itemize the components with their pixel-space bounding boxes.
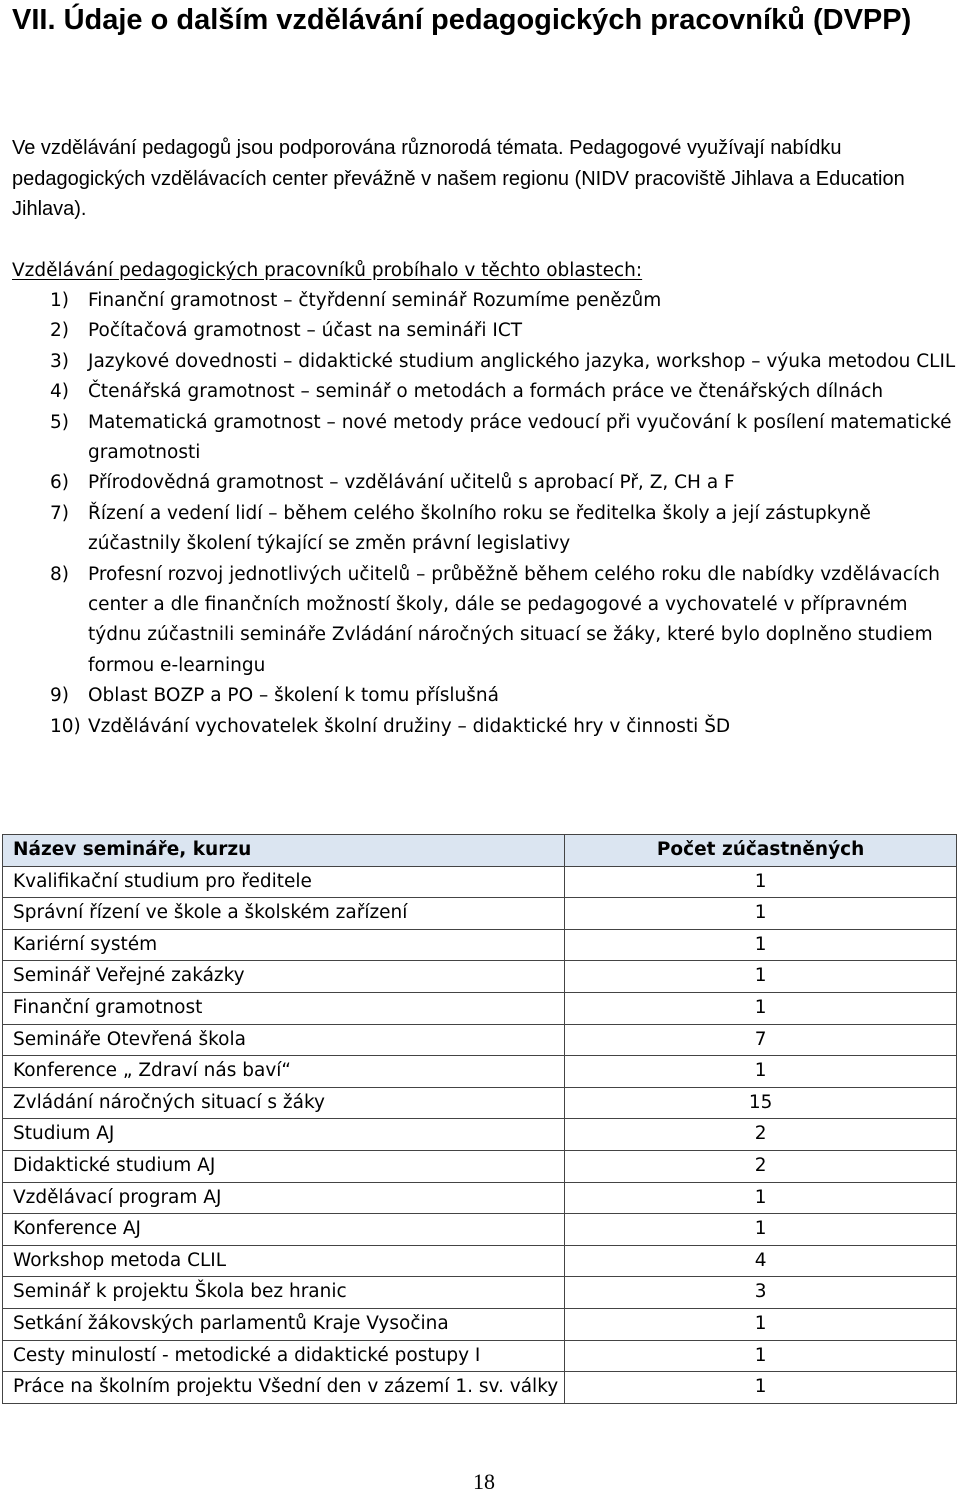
seminars-table — [2, 834, 957, 1404]
list-item-text: Jazykové dovednosti – didaktické studium anglického jazyka, workshop – výuka metodou CLIL — [88, 350, 956, 372]
list-item-text: Oblast BOZP a PO – školení k tomu příslušná — [88, 685, 499, 707]
participant-count: 1 — [565, 961, 957, 993]
seminar-name: Zvládání náročných situací s žáky — [3, 1087, 565, 1119]
table-row — [3, 1056, 957, 1088]
list-item — [12, 408, 957, 469]
column-header-name: Název semináře, kurzu — [3, 835, 565, 867]
table-row — [3, 1245, 957, 1277]
list-item-number: 1) — [50, 290, 69, 311]
list-item — [12, 560, 957, 682]
list-item-number: 5) — [50, 411, 69, 433]
list-item-text: Přírodovědná gramotnost – vzdělávání učitelů s aprobací Př, Z, CH a F — [88, 472, 735, 494]
seminar-name: Seminář k projektu Škola bez hranic — [3, 1277, 565, 1309]
table-row — [3, 992, 957, 1024]
list-item — [12, 499, 957, 560]
list-item-text: Počítačová gramotnost – účast na semináři ICT — [88, 320, 523, 342]
seminar-name: Kvalifikační studium pro ředitele — [3, 866, 565, 898]
section-heading: VII. Údaje o dalším vzdělávání pedagogických pracovníků (DVPP) — [12, 4, 912, 36]
seminar-name: Konference „ Zdraví nás baví“ — [3, 1056, 565, 1088]
participant-count: 1 — [565, 1308, 957, 1340]
list-item — [12, 316, 957, 346]
seminar-name: Vzdělávací program AJ — [3, 1182, 565, 1214]
seminar-name: Workshop metoda CLIL — [3, 1245, 565, 1277]
participant-count: 1 — [565, 1340, 957, 1372]
seminar-name: Finanční gramotnost — [3, 992, 565, 1024]
table-row — [3, 961, 957, 993]
list-item-number: 2) — [50, 320, 69, 342]
table-row — [3, 1024, 957, 1056]
seminar-name: Cesty minulostí - metodické a didaktické postupy I — [3, 1340, 565, 1372]
seminar-name: Studium AJ — [3, 1119, 565, 1151]
intro-paragraph: Ve vzdělávání pedagogů jsou podporována různorodá témata. Pedagogové využívají nabídku pedagogických vzdělávacích center převážně v našem regionu (NIDV pracoviště Jihlava a Education Jihlava). — [12, 137, 905, 220]
table-row — [3, 898, 957, 930]
list-item-number: 9) — [50, 685, 69, 707]
page-number: 18 — [473, 1469, 495, 1494]
list-item — [12, 681, 957, 711]
areas-title: Vzdělávání pedagogických pracovníků probíhalo v těchto oblastech: — [12, 260, 643, 281]
training-areas-list — [12, 286, 957, 742]
seminar-name: Didaktické studium AJ — [3, 1150, 565, 1182]
table-row — [3, 1214, 957, 1246]
participant-count: 4 — [565, 1245, 957, 1277]
table-row — [3, 1308, 957, 1340]
table-row — [3, 1340, 957, 1372]
participant-count: 1 — [565, 1182, 957, 1214]
table-header-row — [3, 835, 957, 867]
participant-count: 7 — [565, 1024, 957, 1056]
list-item-text: Finanční gramotnost – čtyřdenní seminář Rozumíme penězům — [88, 290, 662, 311]
participant-count: 1 — [565, 1372, 957, 1404]
list-item-text: Vzdělávání vychovatelek školní družiny – didaktické hry v činnosti ŠD — [88, 715, 731, 737]
list-item-number: 6) — [50, 472, 69, 494]
seminar-name: Seminář Veřejné zakázky — [3, 961, 565, 993]
column-header-count: Počet zúčastněných — [565, 835, 957, 867]
list-item-number: 7) — [50, 502, 69, 524]
list-item-text: Matematická gramotnost – nové metody práce vedoucí při vyučování k posílení matematické gramotnosti — [88, 411, 952, 464]
list-item — [12, 712, 957, 742]
table-row — [3, 1182, 957, 1214]
table-row — [3, 1087, 957, 1119]
seminar-name: Práce na školním projektu Všední den v zázemí 1. sv. války — [3, 1372, 565, 1404]
participant-count: 1 — [565, 866, 957, 898]
list-item-number: 10) — [50, 715, 81, 737]
seminar-name: Správní řízení ve škole a školském zařízení — [3, 898, 565, 930]
participant-count: 1 — [565, 898, 957, 930]
participant-count: 1 — [565, 929, 957, 961]
participant-count: 2 — [565, 1150, 957, 1182]
list-item-text: Řízení a vedení lidí – během celého školního roku se ředitelka školy a její zástupkyně zúčastnily školení týkající se změn právní legislativy — [88, 502, 871, 555]
list-item-number: 3) — [50, 350, 69, 372]
seminar-name: Setkání žákovských parlamentů Kraje Vysočina — [3, 1308, 565, 1340]
list-item-number: 4) — [50, 381, 69, 403]
table-row — [3, 929, 957, 961]
list-item — [12, 468, 957, 498]
list-item-text: Čtenářská gramotnost – seminář o metodách a formách práce ve čtenářských dílnách — [88, 381, 884, 403]
seminar-name: Konference AJ — [3, 1214, 565, 1246]
seminar-name: Semináře Otevřená škola — [3, 1024, 565, 1056]
participant-count: 3 — [565, 1277, 957, 1309]
participant-count: 1 — [565, 1056, 957, 1088]
table-row — [3, 1372, 957, 1404]
table-row — [3, 1119, 957, 1151]
list-item — [12, 377, 957, 407]
participant-count: 15 — [565, 1087, 957, 1119]
participant-count: 1 — [565, 1214, 957, 1246]
list-item — [12, 286, 957, 316]
table-row — [3, 1150, 957, 1182]
participant-count: 1 — [565, 992, 957, 1024]
table-row — [3, 866, 957, 898]
table-row — [3, 1277, 957, 1309]
list-item-number: 8) — [50, 563, 69, 585]
participant-count: 2 — [565, 1119, 957, 1151]
list-item-text: Profesní rozvoj jednotlivých učitelů – průběžně během celého roku dle nabídky vzdělávacích center a dle finančních možností školy, dále se pedagogové a vychovatelé v přípravném týdnu zúčastnili semináře Zvládání náročných situací se žáky, které bylo doplněno studiem formou e-learningu — [88, 563, 940, 676]
list-item — [12, 347, 957, 377]
seminar-name: Kariérní systém — [3, 929, 565, 961]
